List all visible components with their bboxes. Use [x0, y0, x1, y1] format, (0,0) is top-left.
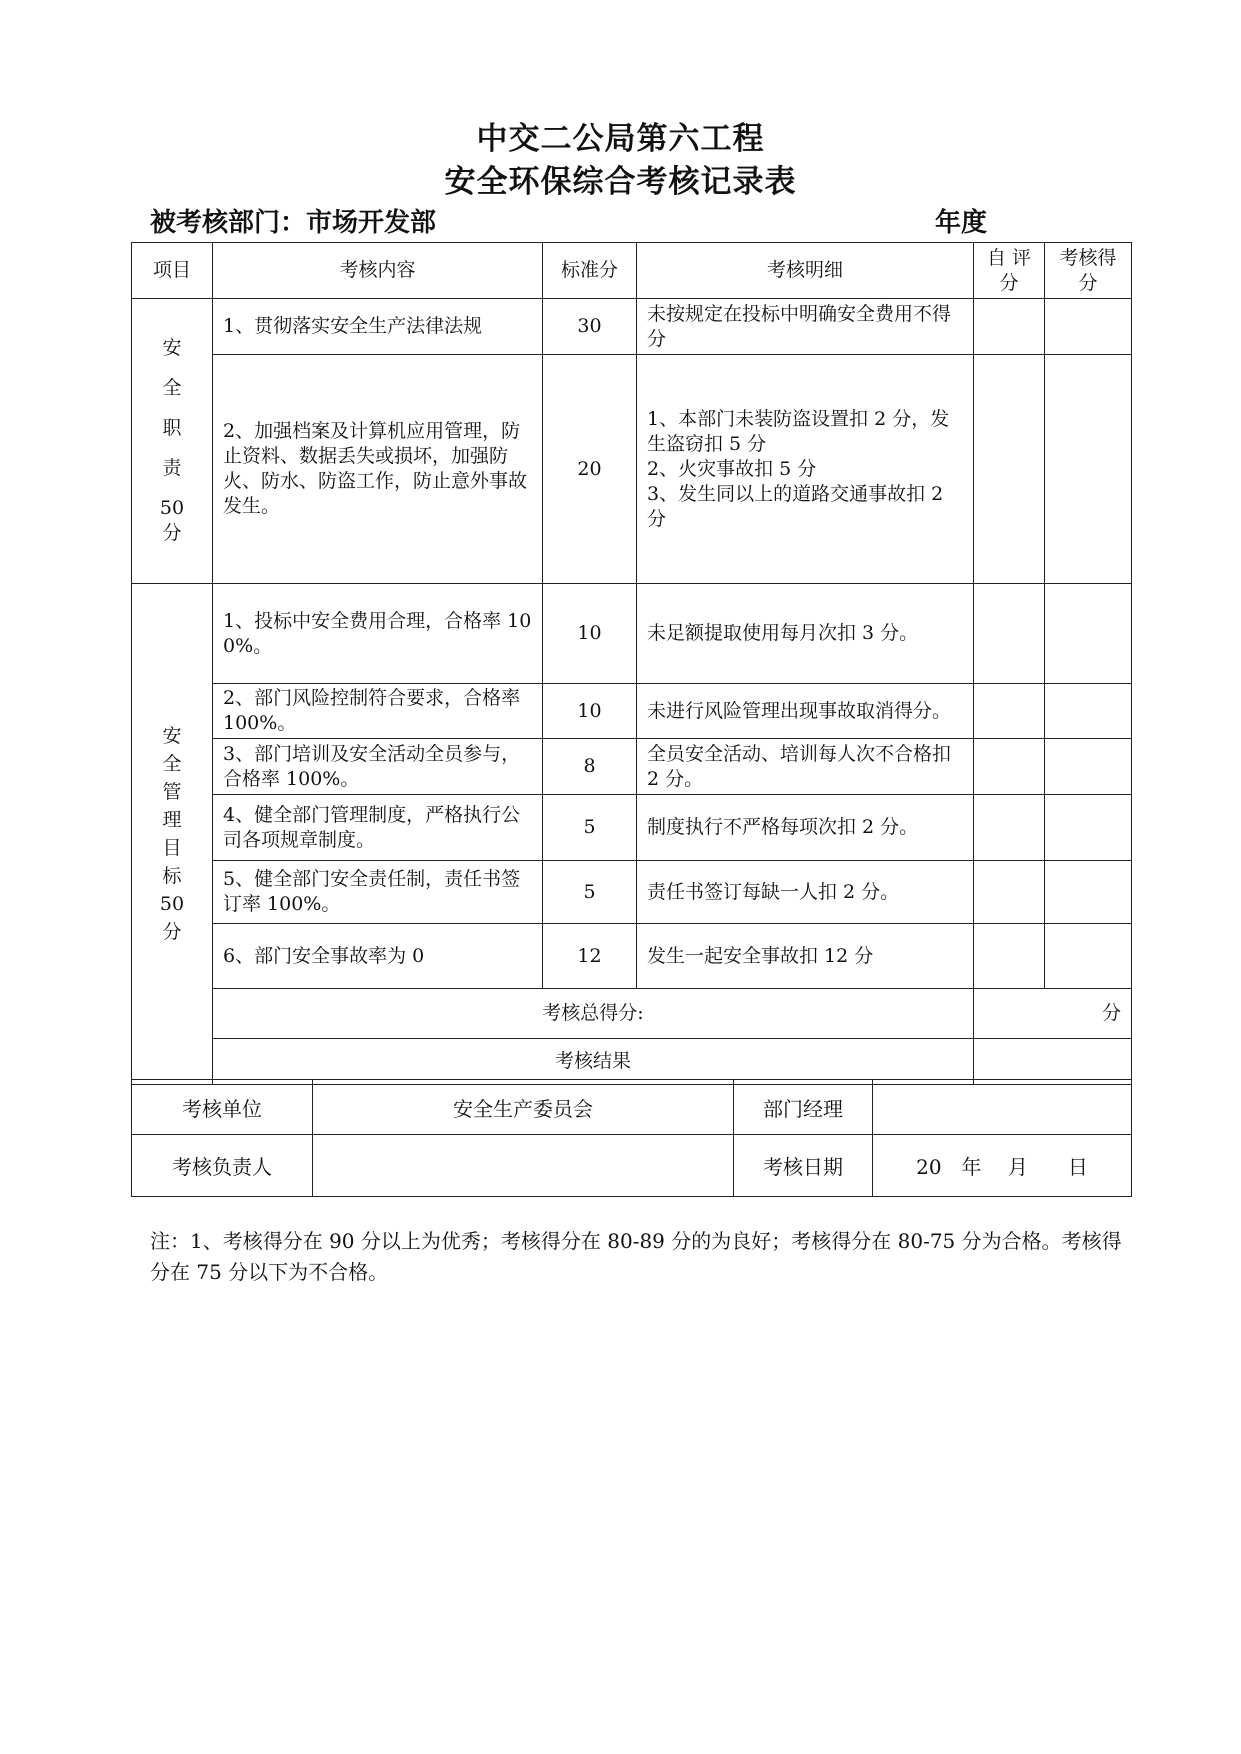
section2-char: 安	[162, 725, 182, 747]
section2-char: 50	[159, 893, 185, 915]
section2-char: 管	[162, 781, 182, 803]
section1-char: 职	[162, 417, 182, 439]
section1-char: 全	[162, 377, 182, 399]
self-score-cell[interactable]	[974, 739, 1045, 795]
assessment-table	[131, 242, 1132, 1085]
unit-label: 考核单位	[132, 1080, 313, 1135]
exam-score-cell[interactable]	[1045, 299, 1132, 355]
section1-char: 分	[162, 522, 182, 544]
date-label: 考核日期	[734, 1135, 873, 1197]
footer-row	[132, 1135, 1132, 1197]
title-line1: 中交二公局第六工程	[476, 121, 765, 157]
unit-value: 安全生产委员会	[313, 1080, 734, 1135]
self-score-cell[interactable]	[974, 924, 1045, 989]
person-label: 考核负责人	[132, 1135, 313, 1197]
table-row	[132, 795, 1132, 861]
exam-score-cell[interactable]	[1045, 684, 1132, 739]
detail-cell: 未足额提取使用每月次扣 3 分。	[637, 584, 974, 684]
table-row	[132, 739, 1132, 795]
exam-score-cell[interactable]	[1045, 924, 1132, 989]
section2-char: 全	[162, 753, 182, 775]
header-self-score: 自 评 分	[974, 243, 1045, 299]
section1-char: 安	[162, 337, 182, 359]
score-cell: 20	[543, 355, 637, 584]
section2-char: 目	[162, 837, 182, 859]
exam-score-cell[interactable]	[1045, 355, 1132, 584]
section1-char: 50	[159, 497, 185, 519]
table-row	[132, 299, 1132, 355]
exam-score-cell[interactable]	[1045, 795, 1132, 861]
header-standard: 标准分	[543, 243, 637, 299]
exam-score-cell[interactable]	[1045, 861, 1132, 924]
self-score-cell[interactable]	[974, 684, 1045, 739]
header-item: 项目	[132, 243, 213, 299]
detail-cell: 未进行风险管理出现事故取消得分。	[637, 684, 974, 739]
result-row	[132, 1039, 1132, 1085]
result-label: 考核结果	[213, 1039, 974, 1085]
footnote: 注：1、考核得分在 90 分以上为优秀；考核得分在 80-89 分的为良好；考核得分在 80-75 分为合格。考核得分在 75 分以下为不合格。	[150, 1229, 1122, 1284]
content-cell: 4、健全部门管理制度，严格执行公司各项规章制度。	[213, 795, 543, 861]
header-row	[132, 243, 1132, 299]
content-cell: 6、部门安全事故率为 0	[213, 924, 543, 989]
section2-char: 分	[162, 921, 182, 943]
score-cell: 10	[543, 584, 637, 684]
score-cell: 5	[543, 861, 637, 924]
manager-label: 部门经理	[734, 1080, 873, 1135]
total-unit[interactable]: 分	[974, 989, 1132, 1039]
total-label: 考核总得分:	[213, 989, 974, 1039]
department-label: 被考核部门：市场开发部	[150, 208, 437, 238]
self-score-cell[interactable]	[974, 861, 1045, 924]
detail-cell: 1、本部门未装防盗设置扣 2 分，发生盗窃扣 5 分 2、火灾事故扣 5 分 3、发生同以上的道路交通事故扣 2 分	[637, 355, 974, 584]
self-score-cell[interactable]	[974, 795, 1045, 861]
score-cell: 30	[543, 299, 637, 355]
title-line2: 安全环保综合考核记录表	[444, 164, 797, 200]
detail-cell: 责任书签订每缺一人扣 2 分。	[637, 861, 974, 924]
date-value[interactable]: 20 年 月 日	[873, 1135, 1132, 1197]
table-row	[132, 355, 1132, 584]
section2-label	[132, 584, 213, 1085]
score-cell: 5	[543, 795, 637, 861]
content-cell: 5、健全部门安全责任制，责任书签订率 100%。	[213, 861, 543, 924]
header-exam-score: 考核得分	[1045, 243, 1132, 299]
score-cell: 12	[543, 924, 637, 989]
footer-table	[131, 1079, 1132, 1197]
self-score-cell[interactable]	[974, 584, 1045, 684]
detail-cell: 制度执行不严格每项次扣 2 分。	[637, 795, 974, 861]
section2-char: 标	[162, 865, 182, 887]
header-detail: 考核明细	[637, 243, 974, 299]
person-value[interactable]	[313, 1135, 734, 1197]
manager-value[interactable]	[873, 1080, 1132, 1135]
footer-row	[132, 1080, 1132, 1135]
header-content: 考核内容	[213, 243, 543, 299]
detail-cell: 全员安全活动、培训每人次不合格扣 2 分。	[637, 739, 974, 795]
year-label: 年度	[935, 208, 988, 238]
table-row	[132, 584, 1132, 684]
score-cell: 10	[543, 684, 637, 739]
self-score-cell[interactable]	[974, 299, 1045, 355]
total-row	[132, 989, 1132, 1039]
detail-cell: 未按规定在投标中明确安全费用不得分	[637, 299, 974, 355]
content-cell: 2、加强档案及计算机应用管理，防止资料、数据丢失或损坏，加强防火、防水、防盗工作，防止意外事故发生。	[213, 355, 543, 584]
exam-score-cell[interactable]	[1045, 739, 1132, 795]
content-cell: 3、部门培训及安全活动全员参与，合格率 100%。	[213, 739, 543, 795]
section1-char: 责	[162, 457, 182, 479]
section2-char: 理	[162, 809, 182, 831]
self-score-cell[interactable]	[974, 355, 1045, 584]
exam-score-cell[interactable]	[1045, 584, 1132, 684]
result-value[interactable]	[974, 1039, 1132, 1085]
table-row	[132, 924, 1132, 989]
detail-cell: 发生一起安全事故扣 12 分	[637, 924, 974, 989]
score-cell: 8	[543, 739, 637, 795]
content-cell: 1、投标中安全费用合理，合格率 100%。	[213, 584, 543, 684]
table-row	[132, 684, 1132, 739]
content-cell: 2、部门风险控制符合要求，合格率 100%。	[213, 684, 543, 739]
section1-label	[132, 299, 213, 584]
table-row	[132, 861, 1132, 924]
content-cell: 1、贯彻落实安全生产法律法规	[213, 299, 543, 355]
